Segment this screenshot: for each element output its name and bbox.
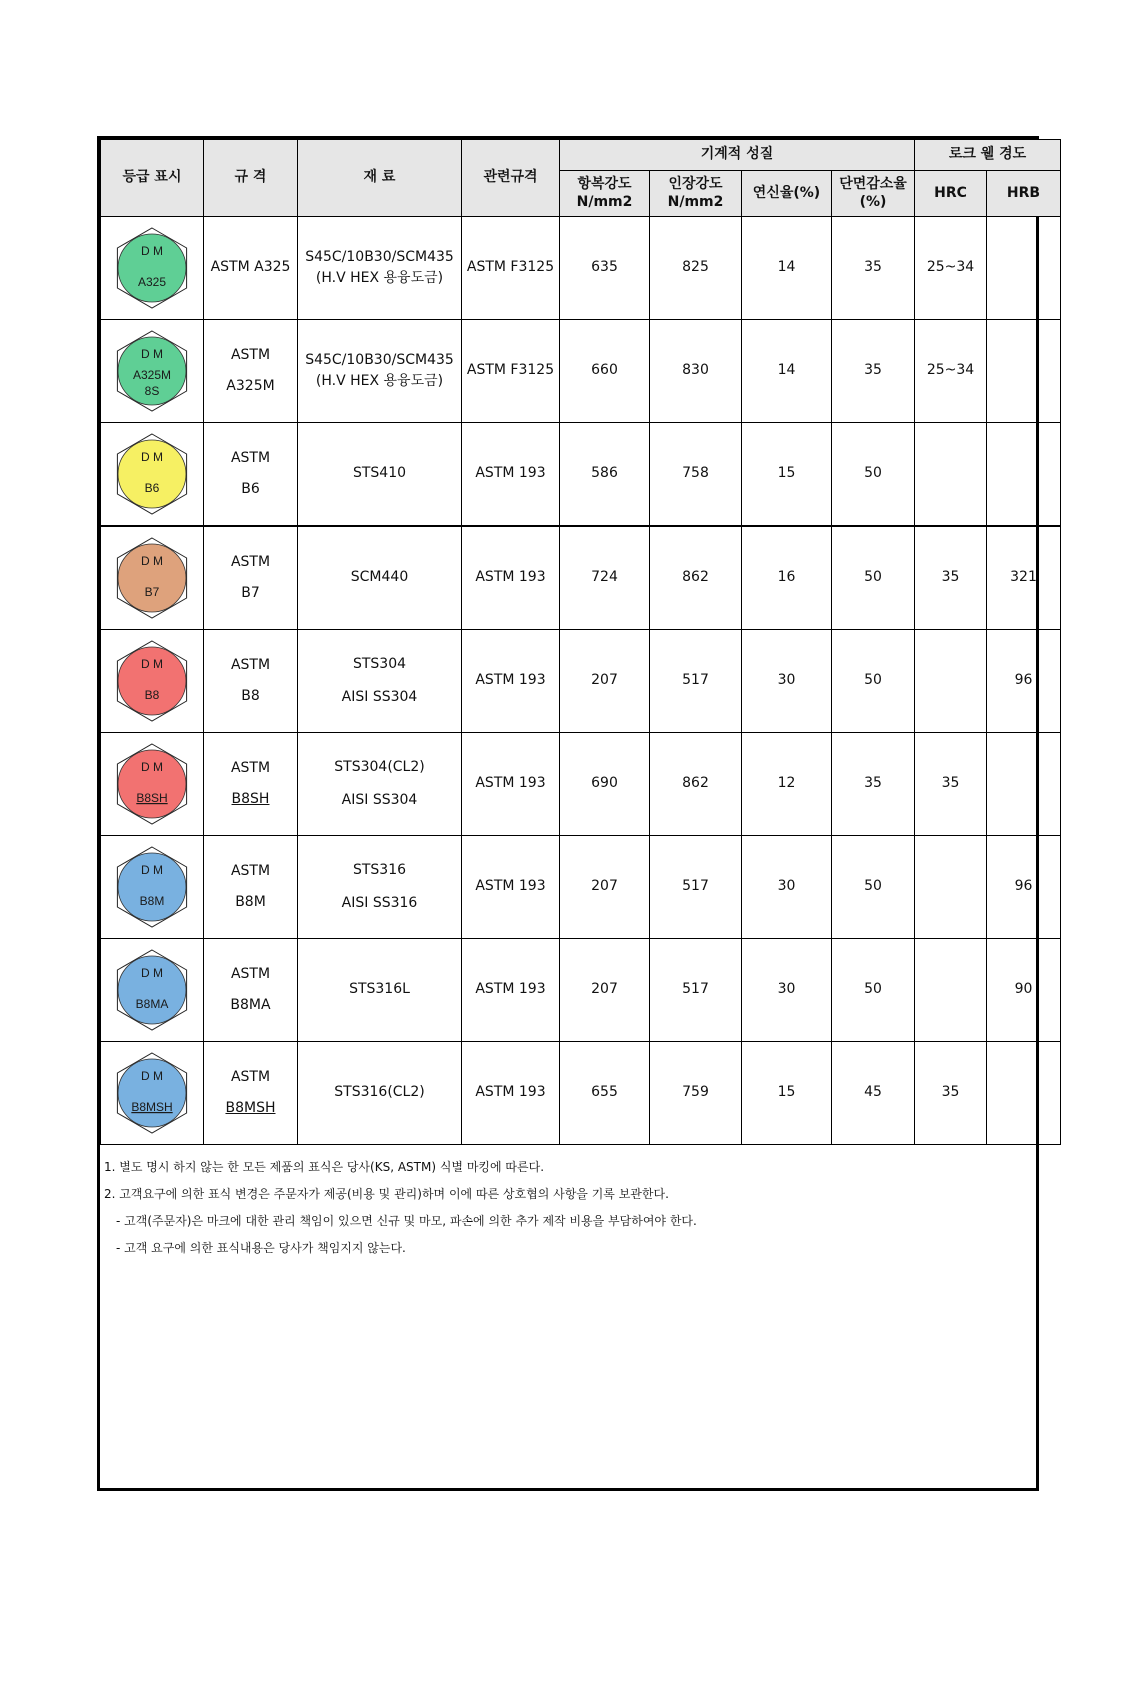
header-hrb: HRB	[987, 171, 1061, 217]
grade-mark-cell	[101, 526, 204, 630]
bolt-head-mark-icon	[112, 1048, 192, 1138]
related-standard-cell: ASTM 193	[462, 1042, 560, 1145]
material-cell	[298, 217, 462, 320]
material-cell	[298, 423, 462, 527]
elongation-cell: 15	[742, 423, 832, 527]
material-text: STS316(CL2)	[334, 1084, 425, 1101]
standard-text: ASTM	[230, 862, 271, 879]
standard-cell	[204, 423, 298, 527]
grade-mark-cell	[101, 423, 204, 527]
mark-text-top: D M	[141, 966, 163, 980]
yield-strength-cell: 586	[560, 423, 650, 527]
mark-text-grade: B8MSH	[131, 1100, 173, 1114]
standard-cell	[204, 630, 298, 733]
header-related-standard: 관련규격	[462, 140, 560, 217]
elongation-cell: 30	[742, 836, 832, 939]
bolt-grade-table	[100, 139, 1061, 1145]
table-row	[101, 320, 1061, 423]
reduction-of-area-cell: 35	[832, 733, 915, 836]
yield-strength-cell: 690	[560, 733, 650, 836]
tensile-strength-cell: 758	[650, 423, 742, 527]
material-text: STS304(CL2)	[334, 758, 425, 775]
material-text: STS316	[352, 861, 407, 878]
hrb-cell: 96	[987, 836, 1061, 939]
hrc-cell: 35	[915, 733, 987, 836]
hrb-cell	[987, 320, 1061, 423]
reduction-of-area-cell: 50	[832, 526, 915, 630]
hrc-cell	[915, 836, 987, 939]
header-yield-strength-label: 항복강도	[577, 176, 632, 192]
table-row	[101, 630, 1061, 733]
tensile-strength-cell: 825	[650, 217, 742, 320]
tensile-strength-cell: 862	[650, 526, 742, 630]
grade-mark-cell	[101, 1042, 204, 1145]
table-row	[101, 939, 1061, 1042]
header-tensile-strength-label: 인장강도	[668, 176, 723, 192]
header-elongation: 연신율(%)	[742, 171, 832, 217]
standard-cell	[204, 733, 298, 836]
yield-strength-cell: 207	[560, 630, 650, 733]
tensile-strength-cell: 862	[650, 733, 742, 836]
standard-cell	[204, 1042, 298, 1145]
material-text: S45C/10B30/SCM435	[305, 248, 454, 265]
header-material: 재 료	[298, 140, 462, 217]
grade-mark-cell	[101, 836, 204, 939]
standard-text: ASTM	[230, 656, 271, 673]
header-reduction-label: 단면감소율	[839, 176, 907, 192]
hrb-cell	[987, 733, 1061, 836]
material-text: STS316L	[349, 981, 410, 998]
related-standard-cell: ASTM 193	[462, 526, 560, 630]
hrc-cell: 35	[915, 1042, 987, 1145]
standard-text: B8MA	[230, 997, 271, 1013]
elongation-cell: 30	[742, 939, 832, 1042]
yield-strength-cell: 655	[560, 1042, 650, 1145]
table-row	[101, 526, 1061, 630]
tensile-strength-cell: 517	[650, 836, 742, 939]
mark-text-grade: A325	[137, 275, 167, 289]
yield-strength-cell: 207	[560, 939, 650, 1042]
bolt-head-mark-icon	[112, 223, 192, 313]
mark-text-grade: B6	[144, 481, 160, 495]
material-text: SCM440	[350, 569, 409, 586]
reduction-of-area-cell: 50	[832, 630, 915, 733]
header-rockwell-hardness: 로크 웰 경도	[915, 140, 1061, 171]
header-tensile-strength	[650, 171, 742, 217]
related-standard-cell: ASTM 193	[462, 939, 560, 1042]
hrb-cell: 90	[987, 939, 1061, 1042]
mark-text-grade: B7	[144, 585, 160, 599]
yield-strength-cell: 207	[560, 836, 650, 939]
material-text: (H.V HEX 용융도금)	[315, 270, 444, 286]
notes-section	[104, 1154, 1024, 1262]
note-1: 1. 별도 명시 하지 않는 한 모든 제품의 표식은 당사(KS, ASTM) 식별 마킹에 따른다.	[104, 1160, 545, 1174]
header-grade-mark: 등급 표시	[101, 140, 204, 217]
bolt-head-mark-icon	[112, 533, 192, 623]
mark-text-grade: A325M	[132, 368, 172, 382]
note-2-sub-1: - 고객(주문자)은 마크에 대한 관리 책임이 있으면 신규 및 마모, 파손에 의한 추가 제작 비용을 부담하여야 한다.	[116, 1214, 697, 1228]
header-reduction-unit: (%)	[859, 193, 887, 210]
table-row	[101, 1042, 1061, 1145]
hrc-cell: 25~34	[915, 217, 987, 320]
bolt-head-mark-icon	[112, 945, 192, 1035]
standard-cell	[204, 217, 298, 320]
standard-text: B7	[241, 585, 260, 601]
related-standard-cell: ASTM 193	[462, 630, 560, 733]
standard-text: ASTM	[230, 759, 271, 776]
material-text: STS410	[352, 465, 407, 482]
mark-text-grade: 8S	[144, 384, 160, 398]
bolt-head-mark-icon	[112, 429, 192, 519]
mark-text-top: D M	[141, 244, 163, 258]
hrb-cell: 321	[987, 526, 1061, 630]
hrc-cell	[915, 423, 987, 527]
material-text: AISI SS304	[341, 792, 418, 808]
standard-text: ASTM	[230, 449, 271, 466]
standard-text: ASTM	[230, 346, 271, 363]
standard-text: A325M	[226, 378, 275, 394]
standard-text: B8	[241, 688, 260, 704]
hrb-cell: 96	[987, 630, 1061, 733]
material-text: STS304	[352, 655, 407, 672]
mark-text-grade: B8SH	[136, 791, 168, 805]
standard-cell	[204, 320, 298, 423]
standard-text: B8MSH	[225, 1100, 276, 1116]
mark-text-grade: B8MA	[135, 997, 169, 1011]
grade-mark-cell	[101, 217, 204, 320]
standard-text: ASTM A325	[210, 259, 291, 276]
yield-strength-cell: 724	[560, 526, 650, 630]
grade-mark-cell	[101, 939, 204, 1042]
standard-cell	[204, 836, 298, 939]
hrc-cell: 35	[915, 526, 987, 630]
header-yield-strength	[560, 171, 650, 217]
hrb-cell	[987, 423, 1061, 527]
material-text: (H.V HEX 용융도금)	[315, 373, 444, 389]
material-cell	[298, 939, 462, 1042]
material-cell	[298, 630, 462, 733]
header-standard: 규 격	[204, 140, 298, 217]
note-2: 2. 고객요구에 의한 표식 변경은 주문자가 제공(비용 및 관리)하며 이에 따른 상호협의 사항을 기록 보관한다.	[104, 1187, 669, 1201]
mark-text-top: D M	[141, 863, 163, 877]
reduction-of-area-cell: 50	[832, 939, 915, 1042]
elongation-cell: 30	[742, 630, 832, 733]
standard-text: ASTM	[230, 965, 271, 982]
tensile-strength-cell: 759	[650, 1042, 742, 1145]
elongation-cell: 14	[742, 217, 832, 320]
mark-text-top: D M	[141, 760, 163, 774]
bolt-head-mark-icon	[112, 842, 192, 932]
mark-text-grade: B8M	[139, 894, 165, 908]
grade-mark-cell	[101, 320, 204, 423]
material-text: AISI SS304	[341, 689, 418, 705]
note-2-sub-2: - 고객 요구에 의한 표식내용은 당사가 책임지지 않는다.	[116, 1241, 406, 1255]
elongation-cell: 12	[742, 733, 832, 836]
bolt-head-mark-icon	[112, 326, 192, 416]
material-cell	[298, 733, 462, 836]
standard-cell	[204, 526, 298, 630]
material-cell	[298, 320, 462, 423]
standard-cell	[204, 939, 298, 1042]
spec-sheet	[97, 136, 1039, 1491]
tensile-strength-cell: 517	[650, 630, 742, 733]
mark-text-top: D M	[141, 347, 163, 361]
elongation-cell: 15	[742, 1042, 832, 1145]
material-cell	[298, 526, 462, 630]
hrb-cell	[987, 217, 1061, 320]
yield-strength-cell: 660	[560, 320, 650, 423]
hrc-cell: 25~34	[915, 320, 987, 423]
reduction-of-area-cell: 35	[832, 217, 915, 320]
elongation-cell: 16	[742, 526, 832, 630]
table-row	[101, 217, 1061, 320]
related-standard-cell: ASTM 193	[462, 423, 560, 527]
reduction-of-area-cell: 50	[832, 836, 915, 939]
grade-mark-cell	[101, 630, 204, 733]
header-tensile-strength-unit: N/mm2	[667, 193, 724, 210]
standard-text: B8M	[235, 894, 266, 910]
table-body	[101, 217, 1061, 1145]
standard-text: ASTM	[230, 1068, 271, 1085]
mark-text-top: D M	[141, 450, 163, 464]
standard-text: B8SH	[231, 791, 270, 807]
reduction-of-area-cell: 50	[832, 423, 915, 527]
mark-text-top: D M	[141, 554, 163, 568]
yield-strength-cell: 635	[560, 217, 650, 320]
standard-text: ASTM	[230, 553, 271, 570]
material-text: S45C/10B30/SCM435	[305, 351, 454, 368]
table-row	[101, 733, 1061, 836]
mark-text-grade: B8	[144, 688, 160, 702]
related-standard-cell: ASTM 193	[462, 733, 560, 836]
material-cell	[298, 1042, 462, 1145]
tensile-strength-cell: 517	[650, 939, 742, 1042]
hrc-cell	[915, 939, 987, 1042]
material-cell	[298, 836, 462, 939]
material-text: AISI SS316	[341, 895, 418, 911]
header-mechanical-properties: 기계적 성질	[560, 140, 915, 171]
reduction-of-area-cell: 35	[832, 320, 915, 423]
bolt-head-mark-icon	[112, 636, 192, 726]
mark-text-top: D M	[141, 1069, 163, 1083]
table-row	[101, 423, 1061, 527]
grade-mark-cell	[101, 733, 204, 836]
elongation-cell: 14	[742, 320, 832, 423]
related-standard-cell: ASTM 193	[462, 836, 560, 939]
header-yield-strength-unit: N/mm2	[576, 193, 633, 210]
tensile-strength-cell: 830	[650, 320, 742, 423]
hrb-cell	[987, 1042, 1061, 1145]
related-standard-cell: ASTM F3125	[462, 217, 560, 320]
header-reduction-of-area	[832, 171, 915, 217]
related-standard-cell: ASTM F3125	[462, 320, 560, 423]
reduction-of-area-cell: 45	[832, 1042, 915, 1145]
standard-text: B6	[241, 481, 260, 497]
header-hrc: HRC	[915, 171, 987, 217]
table-row	[101, 836, 1061, 939]
hrc-cell	[915, 630, 987, 733]
bolt-head-mark-icon	[112, 739, 192, 829]
mark-text-top: D M	[141, 657, 163, 671]
